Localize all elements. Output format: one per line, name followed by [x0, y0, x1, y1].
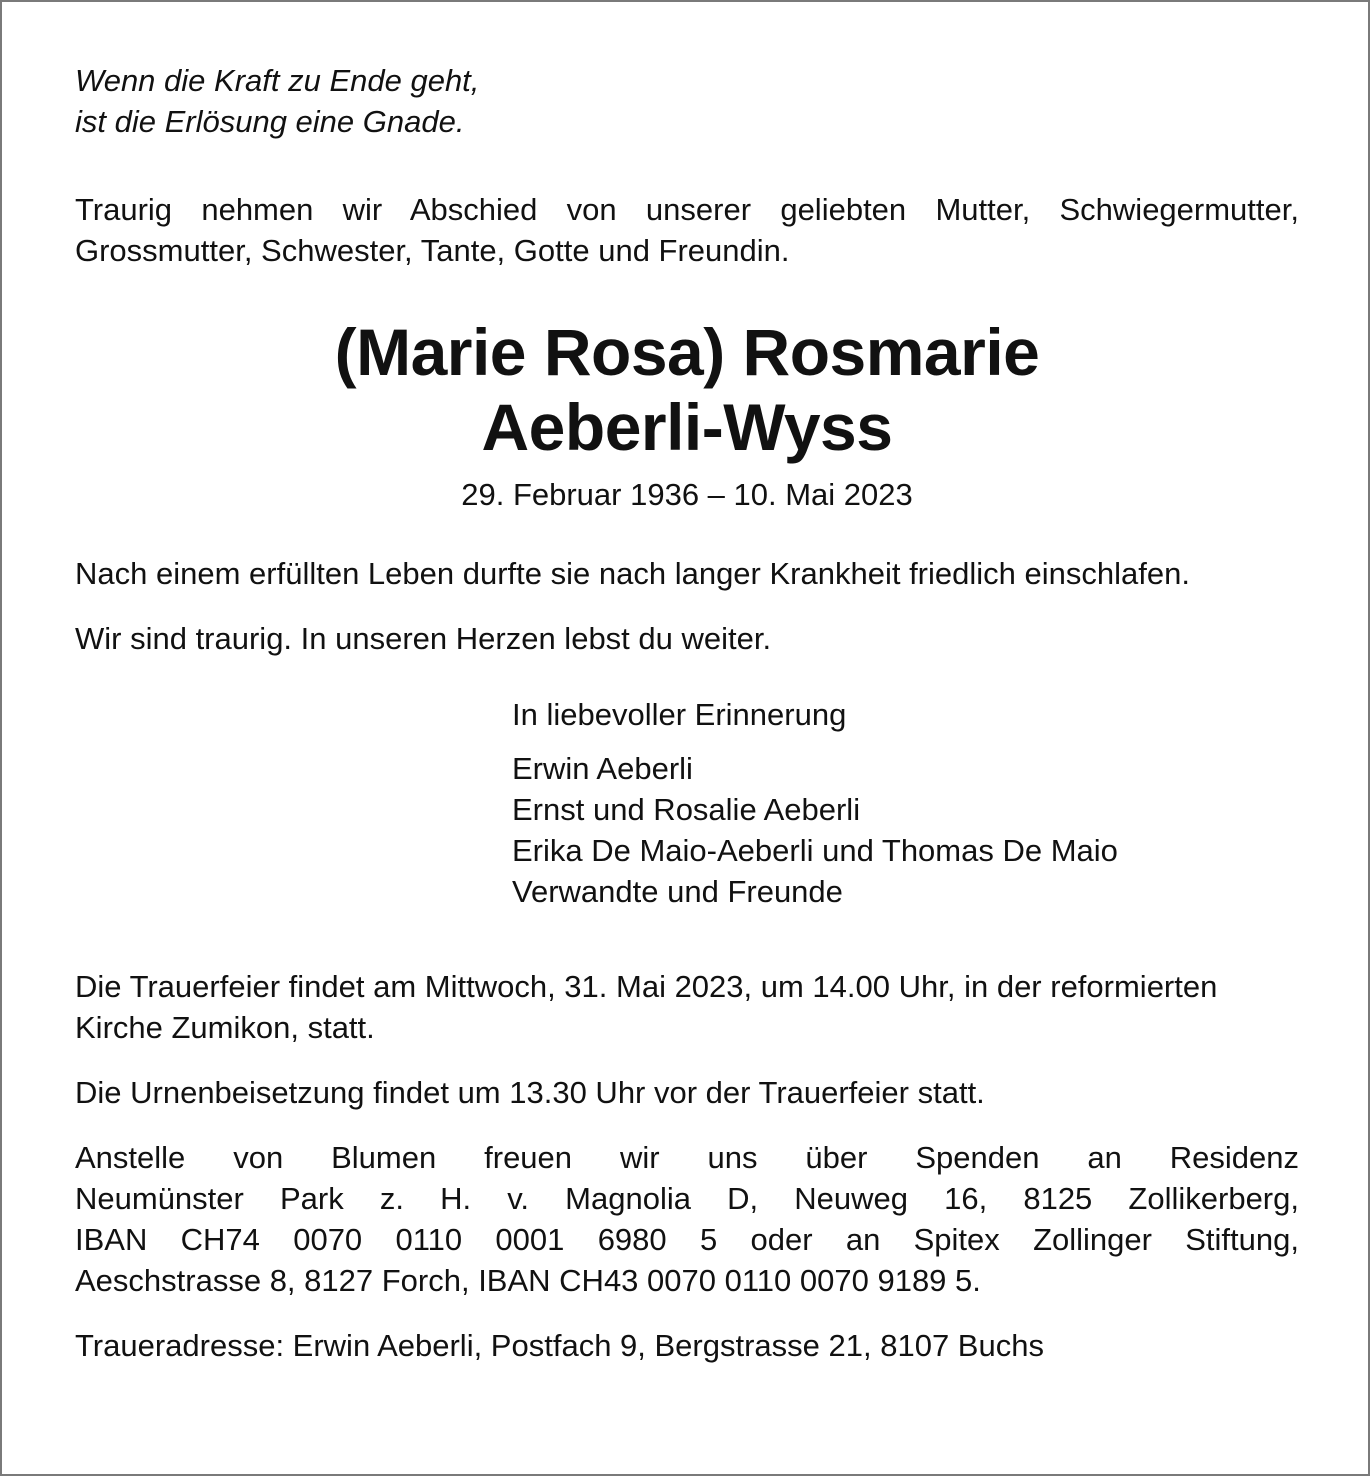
donation-notice-line: Neumünster Park z. H. v. Magnolia D, Neuweg 16, 8125 Zollikerberg,	[75, 1181, 1299, 1216]
mourner-name: Ernst und Rosalie Aeberli	[512, 792, 861, 827]
farewell-intro-line-1: Traurig nehmen wir Abschied von unserer geliebten Mutter, Schwiegermutter,	[75, 192, 1299, 227]
deceased-name-line-2: Aeberli-Wyss	[481, 390, 893, 464]
donation-notice-line: Aeschstrasse 8, 8127 Forch, IBAN CH43 0070 0110 0070 9189 5.	[75, 1263, 981, 1298]
motto-quote	[75, 60, 1299, 142]
motto-line-1: Wenn die Kraft zu Ende geht,	[75, 63, 480, 98]
life-dates: 29. Februar 1936 – 10. Mai 2023	[461, 477, 913, 512]
mourners-list	[512, 748, 1299, 912]
life-statement: Nach einem erfüllten Leben durfte sie nach langer Krankheit friedlich einschlafen.	[75, 556, 1190, 591]
farewell-intro-line-2: Grossmutter, Schwester, Tante, Gotte und Freundin.	[75, 233, 790, 268]
donation-notice-line: IBAN CH74 0070 0110 0001 6980 5 oder an Spitex Zollinger Stiftung,	[75, 1222, 1299, 1257]
deceased-header	[75, 315, 1299, 515]
deceased-name-line-1: (Marie Rosa) Rosmarie	[334, 315, 1040, 389]
donation-notice	[75, 1137, 1299, 1301]
mourner-name: Erwin Aeberli	[512, 751, 693, 786]
motto-line-2: ist die Erlösung eine Gnade.	[75, 104, 465, 139]
mourner-name: Erika De Maio-Aeberli und Thomas De Maio	[512, 833, 1118, 868]
ceremony-notice-line-2: Kirche Zumikon, statt.	[75, 1010, 375, 1045]
mourner-name: Verwandte und Freunde	[512, 874, 843, 909]
mourners-block	[512, 694, 1299, 912]
farewell-intro	[75, 189, 1299, 271]
mourning-address: Traueradresse: Erwin Aeberli, Postfach 9, Bergstrasse 21, 8107 Buchs	[75, 1328, 1044, 1363]
ceremony-notice-line-1: Die Trauerfeier findet am Mittwoch, 31. Mai 2023, um 14.00 Uhr, in der reformierten	[75, 969, 1218, 1004]
mourners-heading: In liebevoller Erinnerung	[512, 697, 847, 732]
ceremony-notice	[75, 966, 1299, 1048]
notice-content	[75, 60, 1299, 1366]
remembrance-statement: Wir sind traurig. In unseren Herzen lebst du weiter.	[75, 621, 772, 656]
donation-notice-line: Anstelle von Blumen freuen wir uns über Spenden an Residenz	[75, 1140, 1299, 1175]
urn-burial-notice: Die Urnenbeisetzung findet um 13.30 Uhr vor der Trauerfeier statt.	[75, 1075, 985, 1110]
